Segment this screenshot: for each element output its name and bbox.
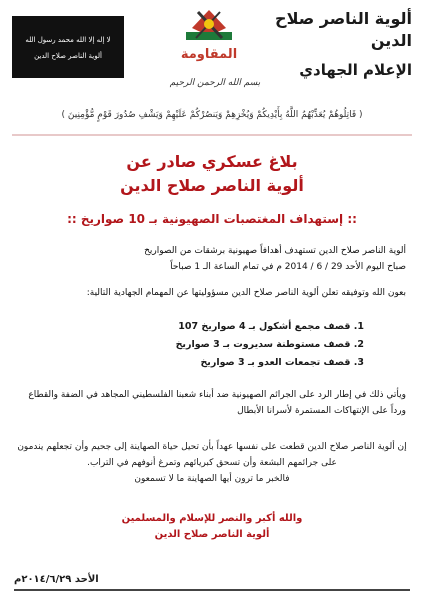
basmala: بسم الله الرحمن الرحيم <box>169 78 261 88</box>
black-flag-icon <box>12 16 124 78</box>
closing-line3: فالخبر ما ترون أيها الصهاينة ما لا تسمعون <box>134 474 290 484</box>
operation-item: 1. قصف مجمع أشكول بـ 4 صواريخ 107 <box>178 321 364 332</box>
flag-text-organization: ألوية الناصر صلاح الدين <box>34 52 102 60</box>
divider <box>12 134 412 136</box>
intro-line1: ألوية الناصر صلاح الدين تستهدف أهدافاً صهيونية برشقات من الصواريخ <box>144 246 406 256</box>
intro-line2: صباح اليوم الأحد 29 / 6 / 2014 م في تمام الساعة الـ 1 صباحاً <box>170 262 406 272</box>
operation-item: 2. قصف مستوطنة سديروت بـ 3 صواريخ <box>175 339 364 350</box>
department-name: الإعلام الجهادي <box>299 61 412 79</box>
statement-title-line1: بلاغ عسكري صادر عن <box>126 152 298 171</box>
emblem-text: المقاومة <box>180 47 238 62</box>
statement-title-line2: ألوية الناصر صلاح الدين <box>120 176 304 195</box>
organization-name: ألوية الناصر صلاح الدين <box>275 9 412 50</box>
footer-rule <box>14 589 410 591</box>
closing-line1: إن ألوية الناصر صلاح الدين قطعت على نفسها عهداً بأن تحيل حياة الصهاينة إلى جحيم وأن تجعلهم يندمون <box>17 442 407 452</box>
context-line2: ورداً على الإنتهاكات المستمرة لأسرانا الأبطال <box>237 406 406 416</box>
operations-list <box>124 318 364 372</box>
signature-line2: ألوية الناصر صلاح الدين <box>154 529 270 540</box>
quran-verse: ( قَاتِلُوهُمْ يُعَذِّبْهُمُ اللَّهُ بِأَيْدِيكُمْ وَيُخْزِهِمْ وَيَنصُرْكُمْ عَلَيْهِمْ وَيَشْفِ صُدُورَ قَوْمٍ مُّؤْمِنِينَ ) <box>61 110 363 120</box>
statement-date: الأحد ٢٠١٤/٦/٢٩م <box>14 574 99 585</box>
organization-block <box>262 8 412 80</box>
header <box>0 0 424 96</box>
flag-text-shahada: لا إله إلا الله محمد رسول الله <box>25 36 111 44</box>
responsibility-paragraph: بعون الله وتوفيقه تعلن ألوية الناصر صلاح الدين مسؤوليتها عن المهمام الجهادية التالية: <box>86 288 406 298</box>
statement-subject: :: إستهداف المغتصبات الصهيونية بـ 10 صواريخ :: <box>67 212 357 226</box>
operation-item: 3. قصف تجمعات العدو بـ 3 صواريخ <box>200 357 364 368</box>
closing-line2: على جرائمهم البشعة وأن تسحق كبريائهم وتمرغ أنوفهم في التراب. <box>87 458 337 468</box>
context-line1: ويأتي ذلك في إطار الرد على الجرائم الصهيونية ضد أبناء شعبنا الفلسطيني المجاهد في الضفة والقطاع <box>28 390 406 400</box>
signature-line1: والله أكبر والنصر للإسلام والمسلمين <box>121 513 303 524</box>
resistance-emblem-icon <box>168 6 250 72</box>
